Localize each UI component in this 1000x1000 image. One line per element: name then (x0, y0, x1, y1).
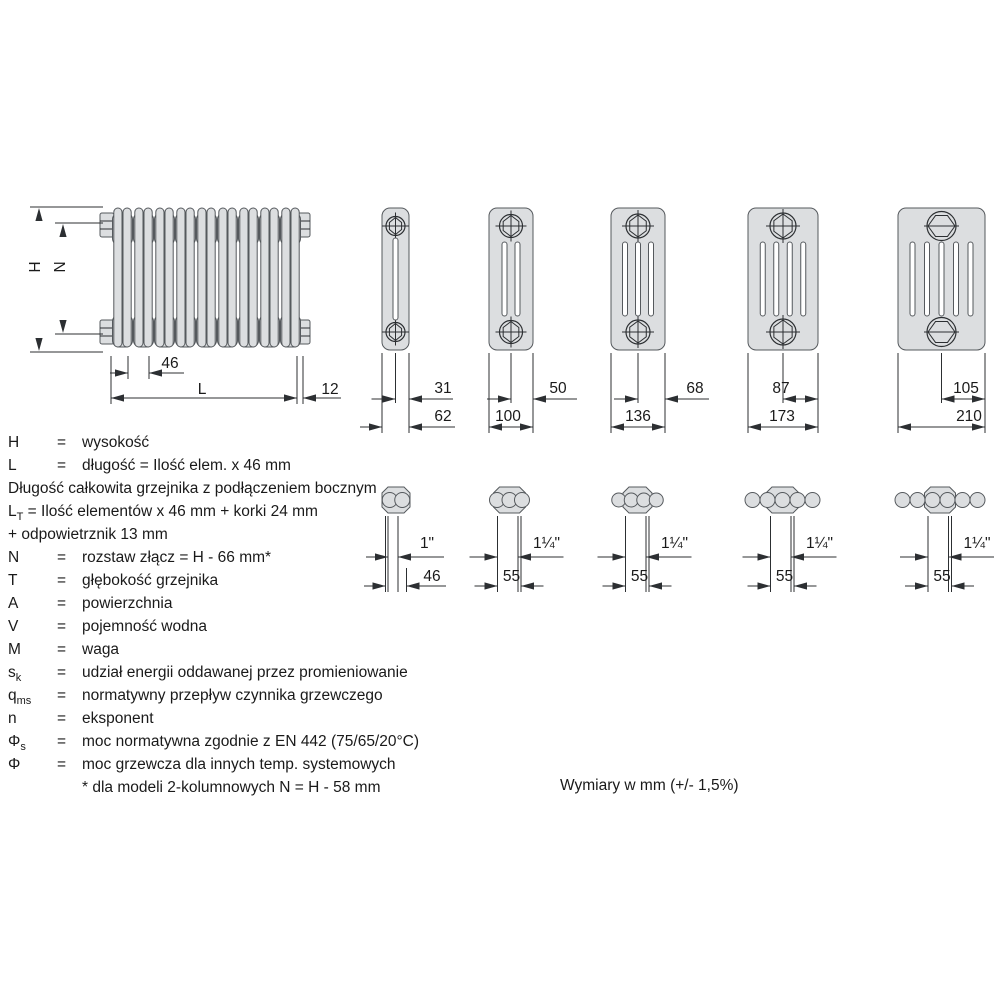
legend-symbol: n (8, 710, 17, 727)
legend-equals: = (57, 434, 67, 451)
legend-equals: = (57, 549, 67, 566)
legend-symbol: M (8, 641, 21, 658)
section-6-column (898, 208, 985, 433)
pipe-size-label: 1¼" (963, 535, 991, 552)
legend-symbol: $s_k$ (8, 664, 22, 685)
dim-L: L (197, 381, 207, 398)
legend-symbol: A (8, 595, 19, 612)
dim-outer-62: 62 (434, 408, 452, 425)
legend-description: moc grzewcza dla innych temp. systemowych (82, 756, 396, 773)
section-5-column (748, 208, 818, 433)
dim-inner-87: 87 (772, 380, 790, 397)
legend-description: pojemność wodna (82, 618, 207, 635)
legend-symbol: H (8, 434, 20, 451)
legend-symbol: L (8, 457, 17, 474)
legend-equals: = (57, 664, 67, 681)
pitch-label: 55 (933, 568, 951, 585)
legend-text: * dla modeli 2-kolumnowych N = H - 58 mm (82, 779, 381, 796)
legend-equals: = (57, 710, 67, 727)
legend-description: moc normatywna zgodnie z EN 442 (75/65/20°C) (82, 733, 420, 750)
dim-inner-68: 68 (686, 380, 704, 397)
top-view-3-column (470, 487, 564, 592)
legend-equals: = (57, 572, 67, 589)
section-3-column (487, 208, 577, 433)
section-2-column (360, 208, 455, 433)
legend-text: Długość całkowita grzejnika z podłączeniem bocznym (8, 480, 377, 497)
dim-outer-173: 173 (769, 408, 795, 425)
pipe-size-label: 1" (419, 535, 435, 552)
legend-equals: = (57, 618, 67, 635)
units-note: Wymiary w mm (+/- 1,5%) (560, 777, 739, 794)
legend-description: normatywny przepływ czynnika grzewczego (82, 687, 383, 704)
legend-symbol: N (8, 549, 20, 566)
pipe-size-label: 1¼" (532, 535, 561, 552)
legend-equals: = (57, 756, 67, 773)
legend-equals: = (57, 595, 67, 612)
legend-description: długość = Ilość elem. x 46 mm (82, 457, 291, 474)
pipe-size-label: 1¼" (805, 535, 834, 552)
dim-12: 12 (321, 381, 339, 398)
top-view-6-column (895, 487, 994, 592)
top-view-5-column (743, 487, 837, 592)
legend-description: udział energii oddawanej przez promieniowanie (82, 664, 408, 681)
conn-spacing-label: N (50, 261, 67, 273)
legend-symbol: Φ (8, 756, 21, 773)
legend-symbol: V (8, 618, 19, 635)
pitch-label: 46 (423, 568, 441, 585)
dim-outer-136: 136 (625, 408, 651, 425)
legend-equals: = (57, 457, 67, 474)
legend-symbol: $\Phi_s$ (8, 733, 26, 754)
legend-symbol: T (8, 572, 18, 589)
dim-outer-210: 210 (956, 408, 982, 425)
dim-inner-50: 50 (549, 380, 567, 397)
dim-outer-100: 100 (495, 408, 521, 425)
pipe-size-label: 1¼" (660, 535, 689, 552)
top-view-4-column (598, 487, 692, 592)
dim-46: 46 (161, 355, 179, 372)
legend-description: eksponent (82, 710, 154, 727)
legend-description: waga (82, 641, 120, 658)
legend-description: rozstaw złącz = H - 66 mm* (82, 549, 272, 566)
dim-inner-31: 31 (434, 380, 452, 397)
height-label: H (25, 261, 42, 273)
legend-equals: = (57, 733, 67, 750)
pitch-label: 55 (775, 568, 794, 585)
legend-text: + odpowietrznik 13 mm (8, 526, 168, 543)
legend-equals: = (57, 687, 67, 704)
legend-symbol: $q_{ms}$ (8, 687, 32, 708)
legend-description: głębokość grzejnika (82, 572, 219, 589)
legend-description: powierzchnia (82, 595, 173, 612)
pitch-label: 55 (630, 568, 649, 585)
top-view-2-column (364, 487, 446, 592)
pitch-label: 55 (502, 568, 521, 585)
dim-inner-105: 105 (953, 380, 979, 397)
front-view (100, 208, 310, 347)
section-4-column (611, 208, 709, 433)
legend-text: $L_T$ = Ilość elementów x 46 mm + korki 24 mm (8, 503, 318, 524)
legend-equals: = (57, 641, 67, 658)
legend-description: wysokość (82, 434, 150, 451)
